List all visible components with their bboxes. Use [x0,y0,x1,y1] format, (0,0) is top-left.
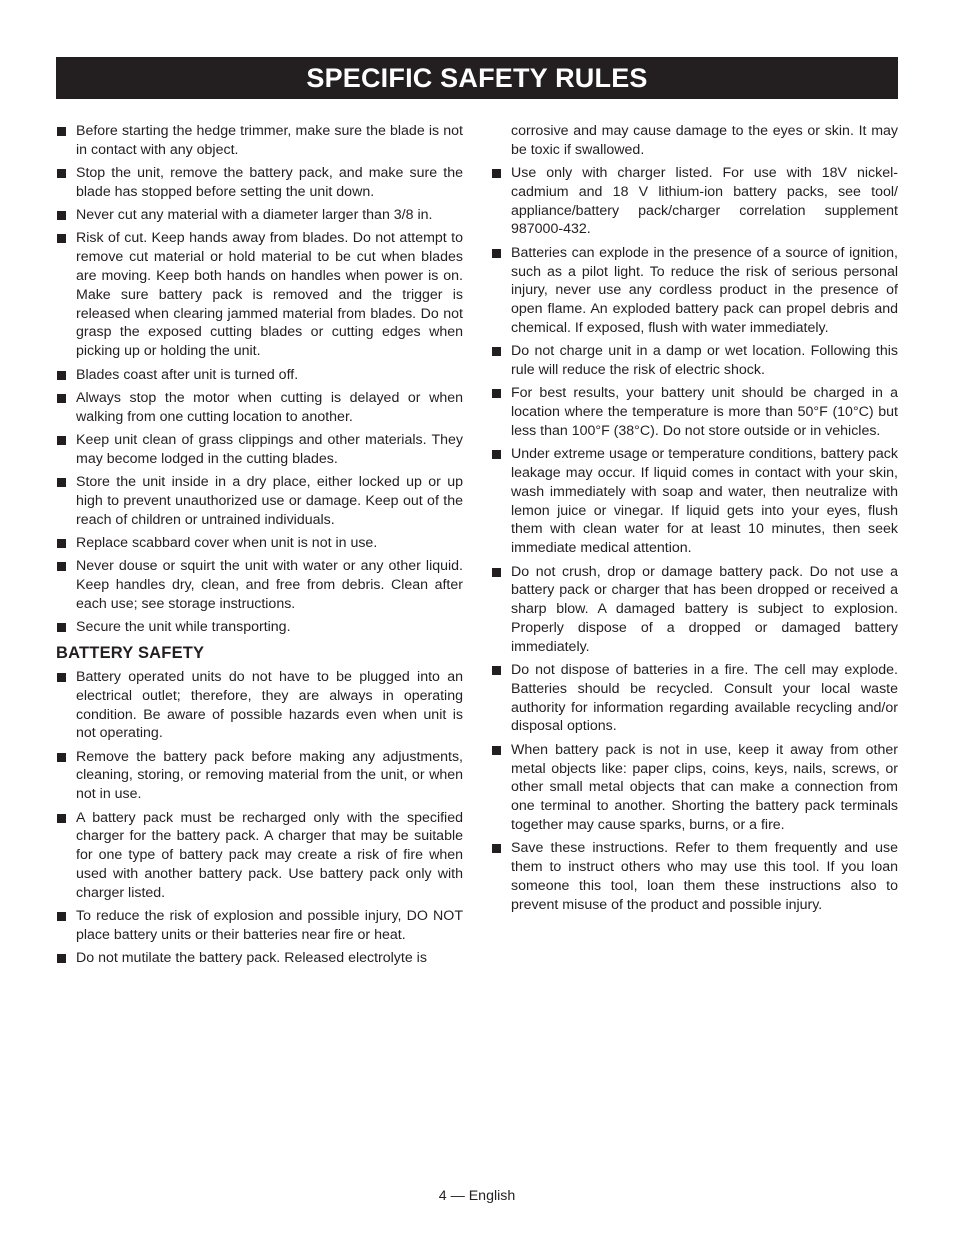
list-item [491,563,898,657]
page-footer: 4 — English [438,1188,516,1204]
list-item-text: Remove the battery pack before making any adjustments, cleaning, storing, or removing material from the unit, or when not in use. [76,748,463,803]
square-bullet-icon [57,211,66,220]
list-item [56,949,463,968]
square-bullet-icon [57,371,66,380]
list-item-text: Always stop the motor when cutting is delayed or when walking from one cutting location to another. [76,389,463,425]
list-item-text: Save these instructions. Refer to them frequently and use them to instruct others who may use this tool. If you loan someone this tool, loan them these instructions also to prevent misuse of the product and possible injury. [511,840,898,913]
page-title: SPECIFIC SAFETY RULES [56,57,898,99]
list-item [491,839,898,914]
list-item-text: Stop the unit, remove the battery pack, and make sure the blade has stopped before setting the unit down. [76,165,463,200]
square-bullet-icon [492,568,501,577]
continued-text: corrosive and may cause damage to the eyes or skin. It may be toxic if swallowed. [511,123,898,158]
square-bullet-icon [492,169,501,178]
list-item [56,809,463,903]
list-item [56,431,463,469]
list-item [491,445,898,558]
list-item-text: Battery operated units do not have to be plugged into an electrical outlet; therefore, they are always in operating condition. Be aware of possible hazards even when unit is not operating. [76,668,463,742]
square-bullet-icon [57,623,66,632]
square-bullet-icon [492,249,501,258]
list-item-text: To reduce the risk of explosion and possible injury, DO NOT place battery units or their batteries near fire or heat. [76,907,463,943]
list-item-text: Batteries can explode in the presence of a source of ignition, such as a pilot light. To reduce the risk of serious personal injury, never use any cordless product in the presence of open flame. An exploded battery pack can propel debris and chemical. If exposed, flush with water immediately. [511,244,898,336]
list-item [491,164,898,239]
left-column [56,122,463,972]
battery-safety-heading: BATTERY SAFETY [56,643,205,662]
list-item-text: Do not crush, drop or damage battery pack. Do not use a battery pack or charger that has been dropped or received a sharp blow. A damaged battery is subject to explosion. Properly dispose of a dropped or damaged battery immediately. [511,563,898,655]
square-bullet-icon [57,562,66,571]
list-item-text: Keep unit clean of grass clippings and other materials. They may become lodged in the cutting blades. [76,431,463,467]
square-bullet-icon [492,450,501,459]
list-item-text: Secure the unit while transporting. [76,619,291,636]
square-bullet-icon [57,436,66,445]
square-bullet-icon [57,912,66,921]
list-item [56,206,463,225]
square-bullet-icon [57,234,66,243]
list-item [56,668,463,743]
list-item [491,661,898,736]
list-item-text: Use only with charger listed. For use with 18V nickel-cadmium and 18 V lithium-ion battery packs, see tool/ appliance/battery pack/charger correlation supplement 987000-432. [511,165,898,238]
square-bullet-icon [57,753,66,762]
list-item [56,907,463,945]
list-item-text: Before starting the hedge trimmer, make sure the blade is not in contact with any object. [76,123,463,158]
square-bullet-icon [57,814,66,823]
list-item-text: A battery pack must be recharged only with the specified charger for the battery pack. A charger that may be suitable for one type of battery pack may create a risk of fire when used with another battery pack. Use battery pack only with charger listed. [76,809,463,901]
list-item [491,342,898,380]
battery-safety-list-continued [491,164,898,914]
list-item-text: Do not dispose of batteries in a fire. The cell may explode. Batteries should be recycled. Consult your local waste authority for information regarding available recycling and/or disposal options. [511,662,898,735]
list-item-text: Do not mutilate the battery pack. Released electrolyte is [76,950,427,967]
square-bullet-icon [492,746,501,755]
list-item [56,534,463,553]
list-item-text: Risk of cut. Keep hands away from blades. Do not attempt to remove cut material or hold material to be cut when blades are moving. Keep both hands on handles when power is on. Make sure battery pack is removed and the trigger is released when clearing jammed material from blades. Do not grasp the exposed cutting blades or cutting edges when picking up or holding the unit. [76,230,463,360]
list-item-text: When battery pack is not in use, keep it away from other metal objects like: paper clips, coins, keys, nails, screws, or other small metal objects that can make a connection from one terminal to another. Shorting the battery pack terminals together may cause sparks, burns, or a fire. [511,741,898,833]
list-item [56,164,463,202]
list-item [56,229,463,361]
list-item-text: Do not charge unit in a damp or wet location. Following this rule will reduce the risk of electric shock. [511,343,898,379]
list-item [56,473,463,529]
square-bullet-icon [57,394,66,403]
list-item [491,244,898,338]
right-column [491,122,898,919]
square-bullet-icon [57,954,66,963]
square-bullet-icon [492,666,501,675]
square-bullet-icon [57,539,66,548]
list-item [56,366,463,385]
battery-safety-list [56,668,463,968]
list-item [56,389,463,427]
square-bullet-icon [492,844,501,853]
square-bullet-icon [57,127,66,136]
square-bullet-icon [492,389,501,398]
square-bullet-icon [57,673,66,682]
list-item-text: Store the unit inside in a dry place, either locked up or up high to prevent unauthorized use or damage. Keep out of the reach of children or untrained individuals. [76,474,463,528]
list-item [56,122,463,160]
square-bullet-icon [492,347,501,356]
list-item [491,384,898,440]
list-item-text: For best results, your battery unit should be charged in a location where the temperature is more than 50°F (10°C) but less than 100°F (38°C). Do not store outside or in vehicles. [511,385,898,439]
list-item-text: Under extreme usage or temperature conditions, battery pack leakage may occur. If liquid comes in contact with your skin, wash immediately with soap and water, then neutralize with lemon juice or vinegar. If liquid gets into your eyes, flush them with clean water for at least 10 minutes, then seek immediate medical attention. [511,446,898,557]
list-item [491,741,898,835]
list-item-text: Never douse or squirt the unit with water or any other liquid. Keep handles dry, clean, and free from debris. Clean after each use; see storage instructions. [76,558,463,612]
square-bullet-icon [57,478,66,487]
safety-rules-list [56,122,463,637]
list-item [56,557,463,613]
list-item-text: Blades coast after unit is turned off. [76,366,299,383]
square-bullet-icon [57,169,66,178]
list-item [56,618,463,637]
list-item-text: Never cut any material with a diameter larger than 3/8 in. [76,207,433,224]
list-item [56,748,463,804]
list-item-text: Replace scabbard cover when unit is not in use. [76,534,378,551]
